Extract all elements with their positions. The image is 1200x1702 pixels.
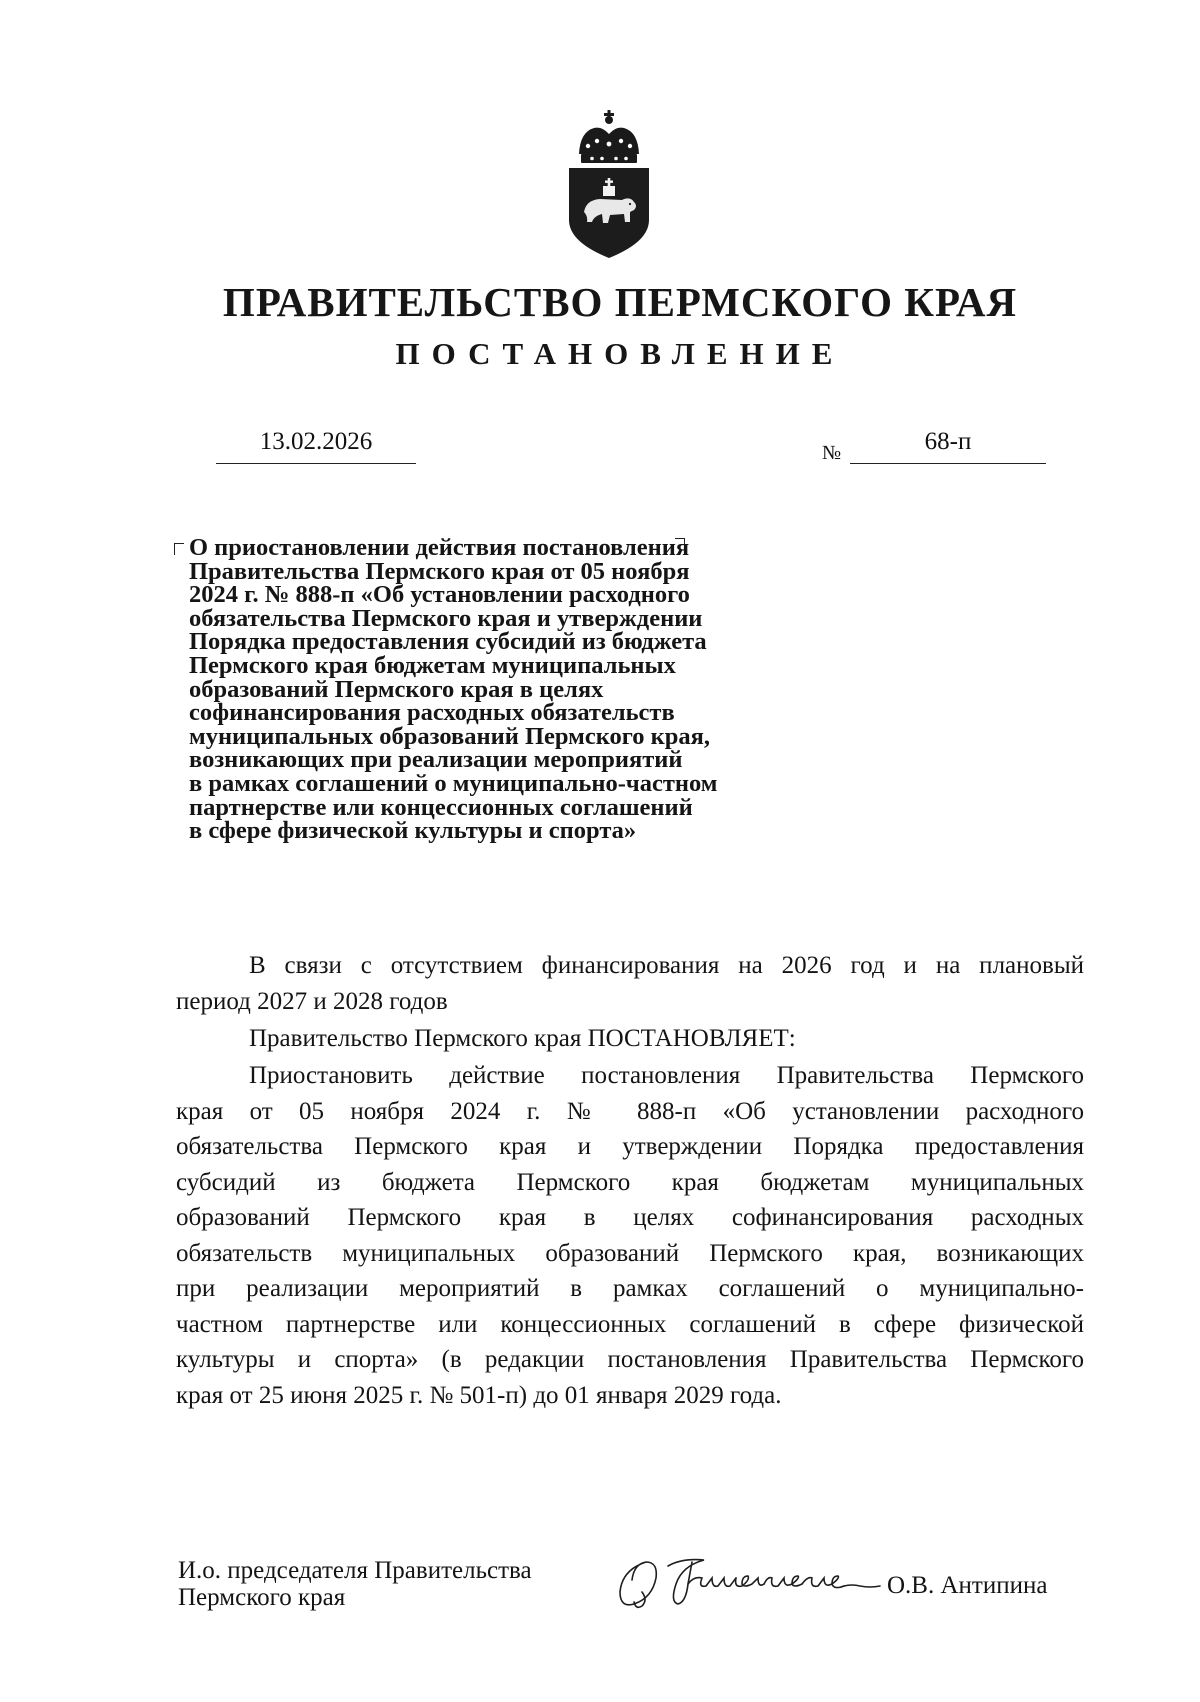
position-line: И.о. председателя Правительства (178, 1557, 532, 1584)
title-line: софинансирования расходных обязательств (189, 699, 675, 727)
title-line: О приостановлении действия постановления (189, 534, 690, 561)
organization-name: ПРАВИТЕЛЬСТВО ПЕРМСКОГО КРАЯ (222, 279, 1018, 325)
preamble-line: В связи с отсутствием финансирования на 2026 год и на плановый (249, 952, 1084, 979)
handwritten-signature (612, 1540, 912, 1616)
number-sign: № (822, 442, 842, 464)
title-line: партнерстве или концессионных соглашений (189, 793, 693, 821)
decision-line: частном партнерстве или концессионных соглашений в сфере физической (176, 1310, 1084, 1338)
document-date: 13.02.2026 (259, 428, 373, 455)
number-underline (850, 463, 1046, 464)
preamble-paragraph (176, 948, 1084, 1019)
decision-line: края от 05 ноября 2024 г. № 888-п «Об установлении расходного (176, 1097, 1084, 1125)
coat-of-arms-emblem (564, 108, 654, 260)
title-line: обязательства Пермского края и утверждении (189, 604, 703, 632)
resolves-text: Правительство Пермского края ПОСТАНОВЛЯЕТ: (249, 1025, 796, 1052)
signatory-position (178, 1557, 532, 1611)
decision-line: образований Пермского края в целях софинансирования расходных (176, 1204, 1084, 1231)
preamble-line: период 2027 и 2028 годов (176, 987, 448, 1015)
title-line: Правительства Пермского края от 05 ноября (189, 557, 690, 585)
decision-line: обязательства Пермского края и утверждении Порядка предоставления (176, 1133, 1084, 1160)
title-line: Пермского края бюджетам муниципальных (189, 651, 676, 679)
decision-line: обязательств муниципальных образований Пермского края, возникающих (176, 1239, 1084, 1267)
document-number: 68-п (924, 428, 972, 455)
title-line: 2024 г. № 888-п «Об установлении расходного (189, 581, 690, 609)
decision-line: края от 25 июня 2025 г. № 501-п) до 01 января 2029 года. (176, 1381, 782, 1409)
decision-paragraph (176, 1058, 1084, 1413)
title-line: возникающих при реализации мероприятий (189, 746, 683, 774)
title-corner-mark-left (174, 543, 184, 555)
title-line: Порядка предоставления субсидий из бюджета (189, 628, 707, 656)
decision-line: культуры и спорта» (в редакции постановления Правительства Пермского (176, 1346, 1084, 1373)
date-underline (216, 463, 416, 464)
title-line: в рамках соглашений о муниципально-частном (189, 769, 718, 797)
document-type: ПОСТАНОВЛЕНИЕ (395, 336, 845, 371)
decision-line: при реализации мероприятий в рамках соглашений о муниципально- (176, 1275, 1084, 1302)
title-line: образований Пермского края в целях (189, 675, 604, 703)
document-title (189, 536, 829, 843)
decision-line: Приостановить действие постановления Правительства Пермского (249, 1062, 1084, 1089)
title-line: в сфере физической культуры и спорта» (189, 817, 637, 845)
resolves-paragraph (176, 1021, 1084, 1057)
decision-line: субсидий из бюджета Пермского края бюджетам муниципальных (176, 1168, 1084, 1196)
title-line: муниципальных образований Пермского края, (189, 722, 711, 750)
position-line: Пермского края (178, 1584, 346, 1611)
signatory-name: О.В. Антипина (887, 1572, 1048, 1599)
